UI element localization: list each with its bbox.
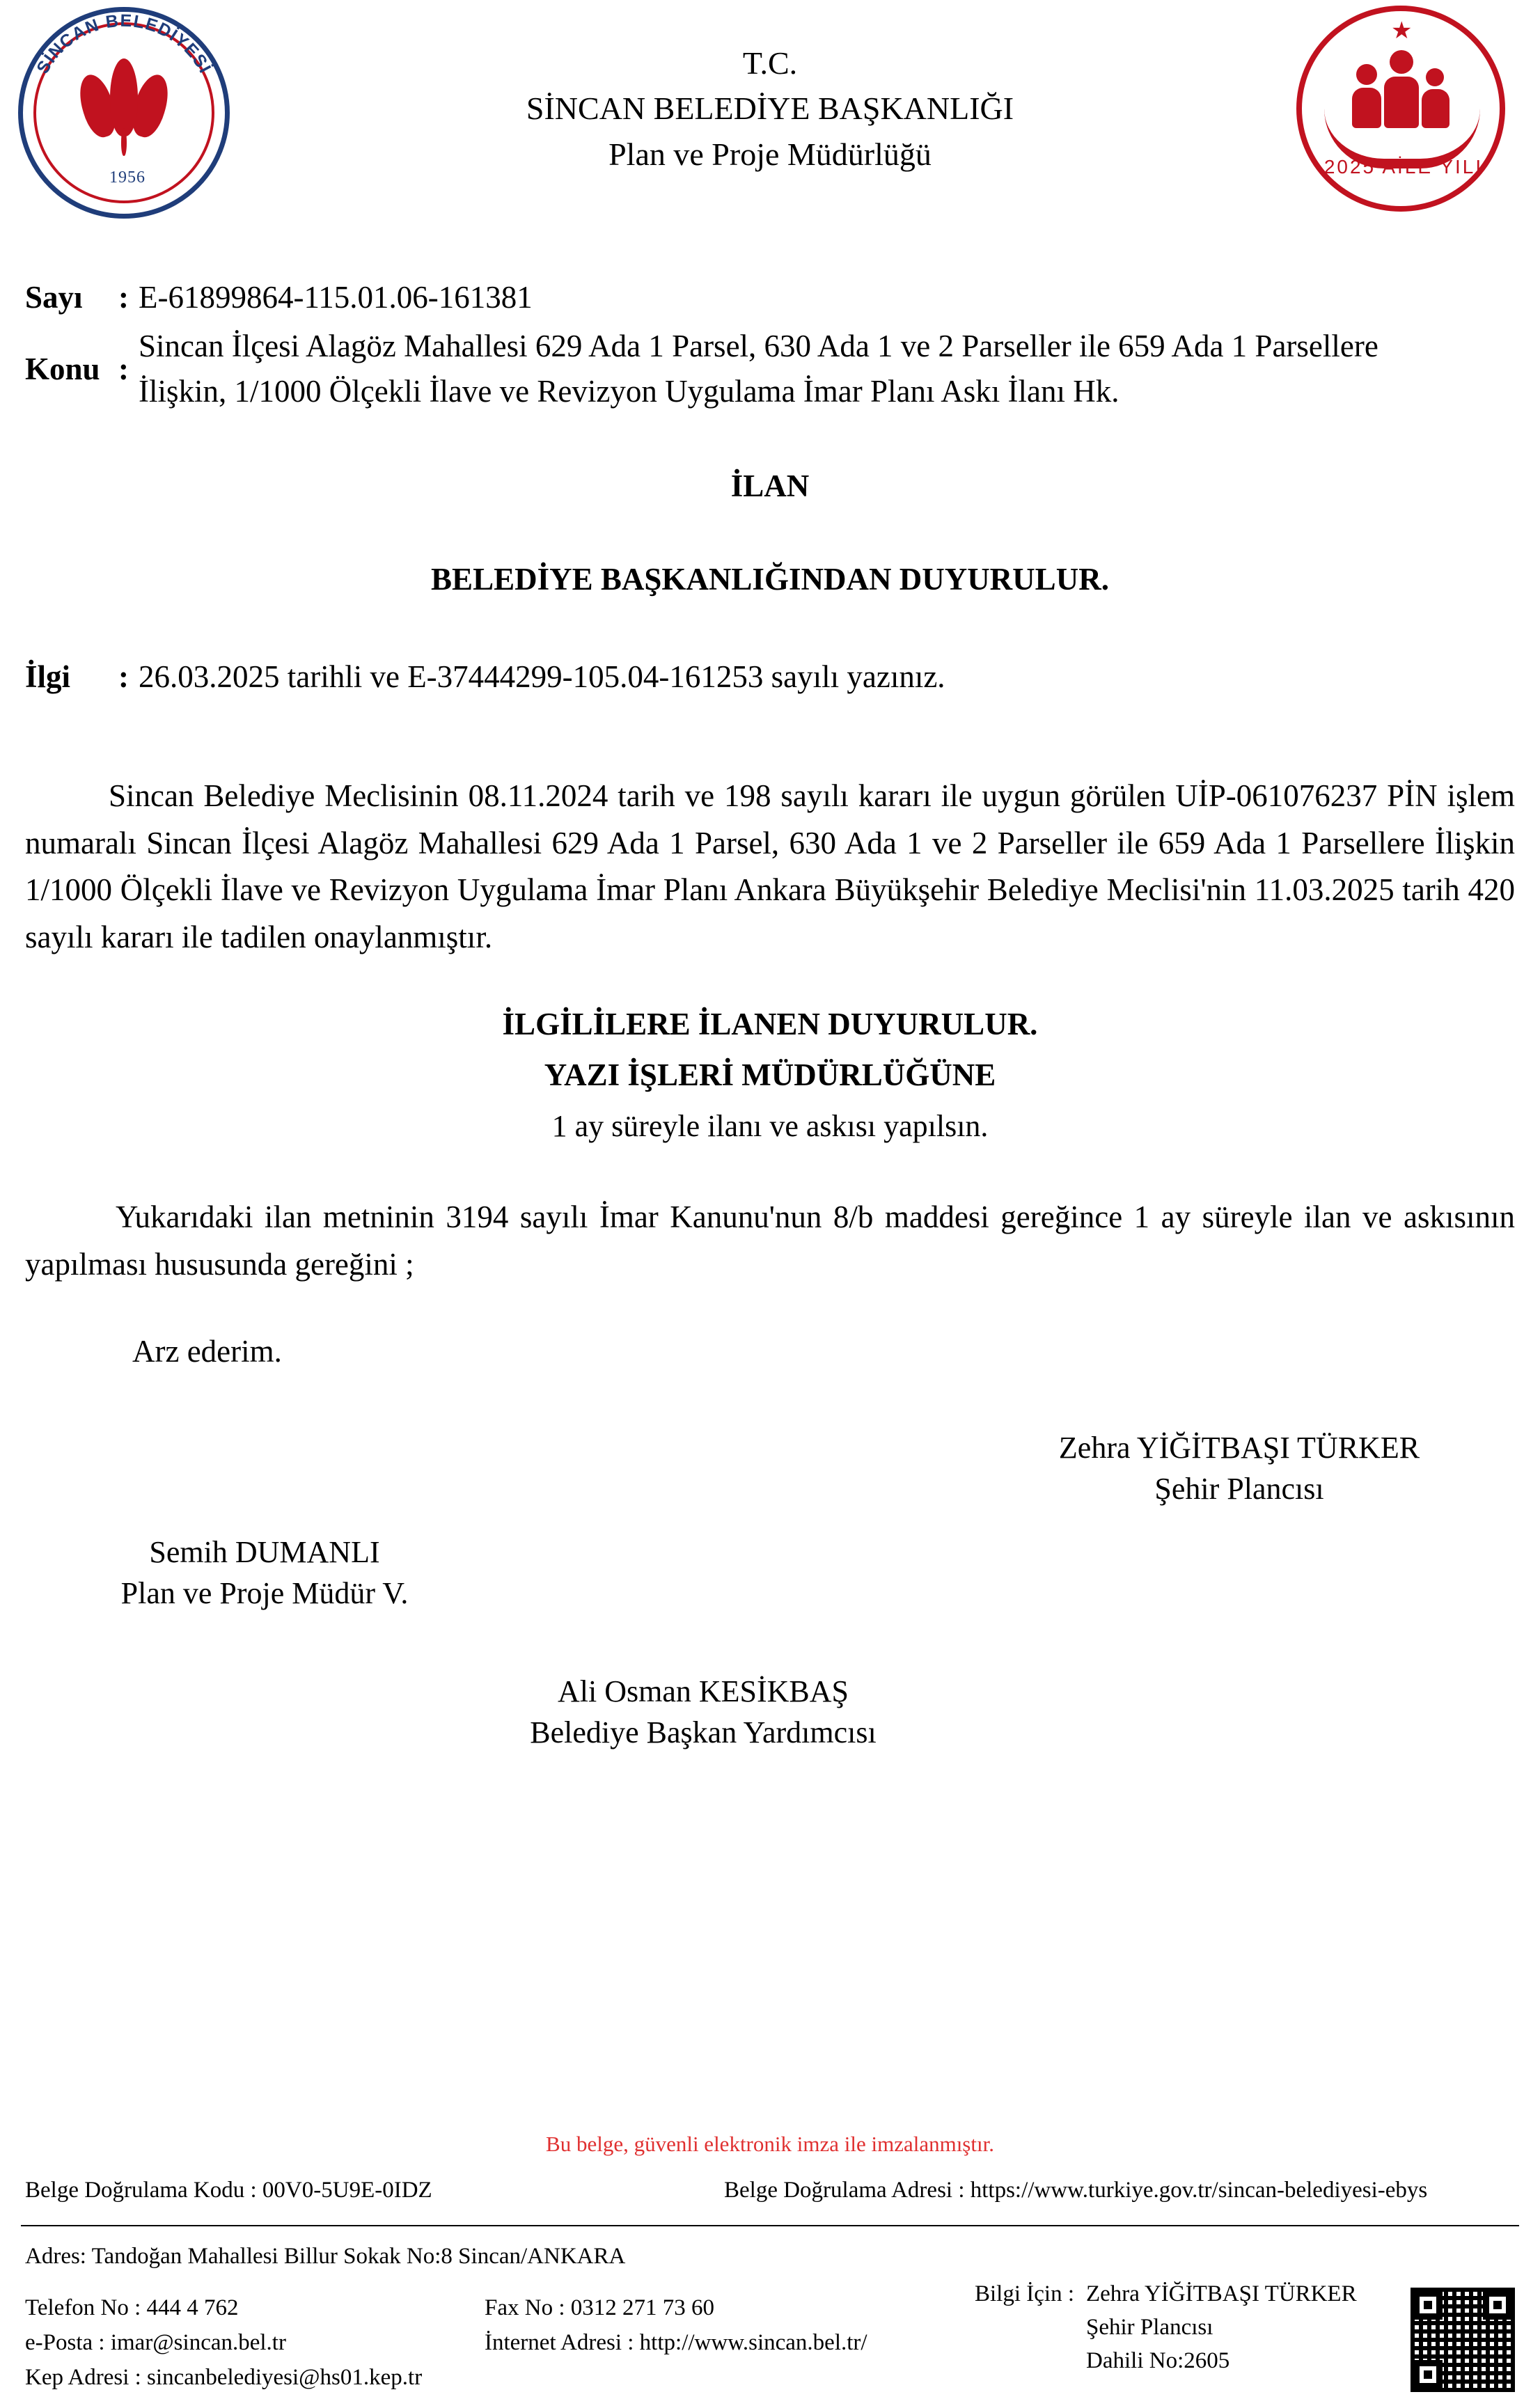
sayi-value: E-61899864-115.01.06-161381 (139, 280, 533, 315)
footer-address: Adres: Tandoğan Mahallesi Billur Sokak No:8 Sincan/ANKARA (25, 2244, 626, 2269)
signature-title: Plan ve Proje Müdür V. (120, 1576, 409, 1611)
signature-block-2 (70, 1532, 459, 1614)
ilan-title: İLAN (730, 469, 810, 503)
konu-value: Sincan İlçesi Alagöz Mahallesi 629 Ada 1 Parsel, 630 Ada 1 ve 2 Parseller ile 659 Ada 1 Parsellere İlişkin, 1/1000 Ölçekli İlave ve Revizyon Uygulama İmar Planı Askı İlanı Hk. (139, 329, 1378, 409)
footer-contact-person (975, 2278, 1365, 2378)
footer-contact-grid (25, 2290, 972, 2395)
footer-contact-title: Şehir Plancısı (1086, 2314, 1213, 2340)
star-icon: ★ (1391, 18, 1413, 44)
field-konu (25, 324, 1385, 415)
footer-email: e-Posta : imar@sincan.bel.tr (25, 2330, 286, 2356)
ilgi-label: İlgi (25, 659, 71, 694)
header-line-institution: SİNCAN BELEDİYE BAŞKANLIĞI (526, 91, 1014, 127)
footer-website[interactable]: İnternet Adresi : http://www.sincan.bel.tr/ (485, 2330, 867, 2356)
ilgi-value: 26.03.2025 tarihli ve E-37444299-105.04-161253 sayılı yazınız. (139, 659, 945, 694)
konu-label: Konu (25, 352, 100, 387)
header-line-tc: T.C. (742, 45, 798, 81)
qr-code-icon (1411, 2288, 1515, 2392)
logo-arc-label: SİNCAN BELEDİYESİ (33, 10, 216, 77)
sayi-colon: : (118, 280, 129, 315)
ay-sure-text: 1 ay süreyle ilanı ve askısı yapılsın. (551, 1109, 989, 1143)
body-paragraph-1: Sincan Belediye Meclisinin 08.11.2024 tarih ve 198 sayılı kararı ile uygun görülen UİP-061076237 PİN işlem numaralı Sincan İlçesi Alagöz Mahallesi 629 Ada 1 Parsel, 630 Ada 1 ve 2 Parseller ile 659 Ada 1 Parsellere İlişkin 1/1000 Ölçekli İlave ve Revizyon Uygulama İmar Planı Ankara Büyükşehir Belediye Meclisi'nin 11.03.2025 tarih 420 sayılı kararı ile tadilen onaylanmıştır. (25, 778, 1515, 954)
header-line-department: Plan ve Proje Müdürlüğü (608, 136, 932, 172)
verify-code: Belge Doğrulama Kodu : 00V0-5U9E-0IDZ (25, 2178, 432, 2203)
yazi-isleri-title: YAZI İŞLERİ MÜDÜRLÜĞÜNE (544, 1057, 996, 1092)
footer-contact-label: Bilgi İçin : (975, 2281, 1074, 2306)
signature-block-3 (473, 1671, 933, 1754)
footer-divider (21, 2225, 1519, 2226)
ilgililere-title: İLGİLİLERE İLANEN DUYURULUR. (502, 1007, 1038, 1041)
footer-phone: Telefon No : 444 4 762 (25, 2295, 239, 2320)
sayi-label: Sayı (25, 280, 83, 315)
signature-name: Semih DUMANLI (149, 1535, 380, 1569)
family-year-logo (1292, 4, 1515, 213)
duyurulur-title: BELEDİYE BAŞKANLIĞINDAN DUYURULUR. (431, 562, 1109, 597)
verify-address: Belge Doğrulama Adresi : https://www.turkiye.gov.tr/sincan-belediyesi-ebys (724, 2178, 1428, 2203)
signature-block-1 (1030, 1427, 1448, 1510)
signature-name: Zehra YİĞİTBAŞI TÜRKER (1058, 1431, 1420, 1465)
document-header (0, 0, 1540, 230)
arz-ederim-text: Arz ederim. (132, 1334, 282, 1369)
footer-contact-ext: Dahili No:2605 (1086, 2347, 1230, 2373)
body-paragraph-2: Yukarıdaki ilan metninin 3194 sayılı İmar Kanunu'nun 8/b maddesi gereğince 1 ay süreyle ilan ve askısının yapılması hususunda gereğini ; (25, 1200, 1515, 1282)
logo-year: 1956 (109, 168, 146, 187)
signature-name: Ali Osman KESİKBAŞ (557, 1674, 849, 1708)
field-ilgi (25, 654, 945, 700)
family-logo-label: 2025 AİLE YILI (1323, 156, 1484, 178)
field-sayi (25, 275, 533, 320)
signature-title: Belediye Başkan Yardımcısı (530, 1715, 877, 1750)
ilgi-colon: : (118, 659, 129, 694)
e-signature-note: Bu belge, güvenli elektronik imza ile imzalanmıştır. (546, 2132, 994, 2156)
signature-title: Şehir Plancısı (1154, 1472, 1324, 1507)
footer-kep: Kep Adresi : sincanbelediyesi@hs01.kep.tr (25, 2365, 423, 2391)
footer-contact-name: Zehra YİĞİTBAŞI TÜRKER (1086, 2281, 1357, 2306)
footer-fax: Fax No : 0312 271 73 60 (485, 2295, 714, 2320)
konu-colon: : (118, 352, 129, 387)
